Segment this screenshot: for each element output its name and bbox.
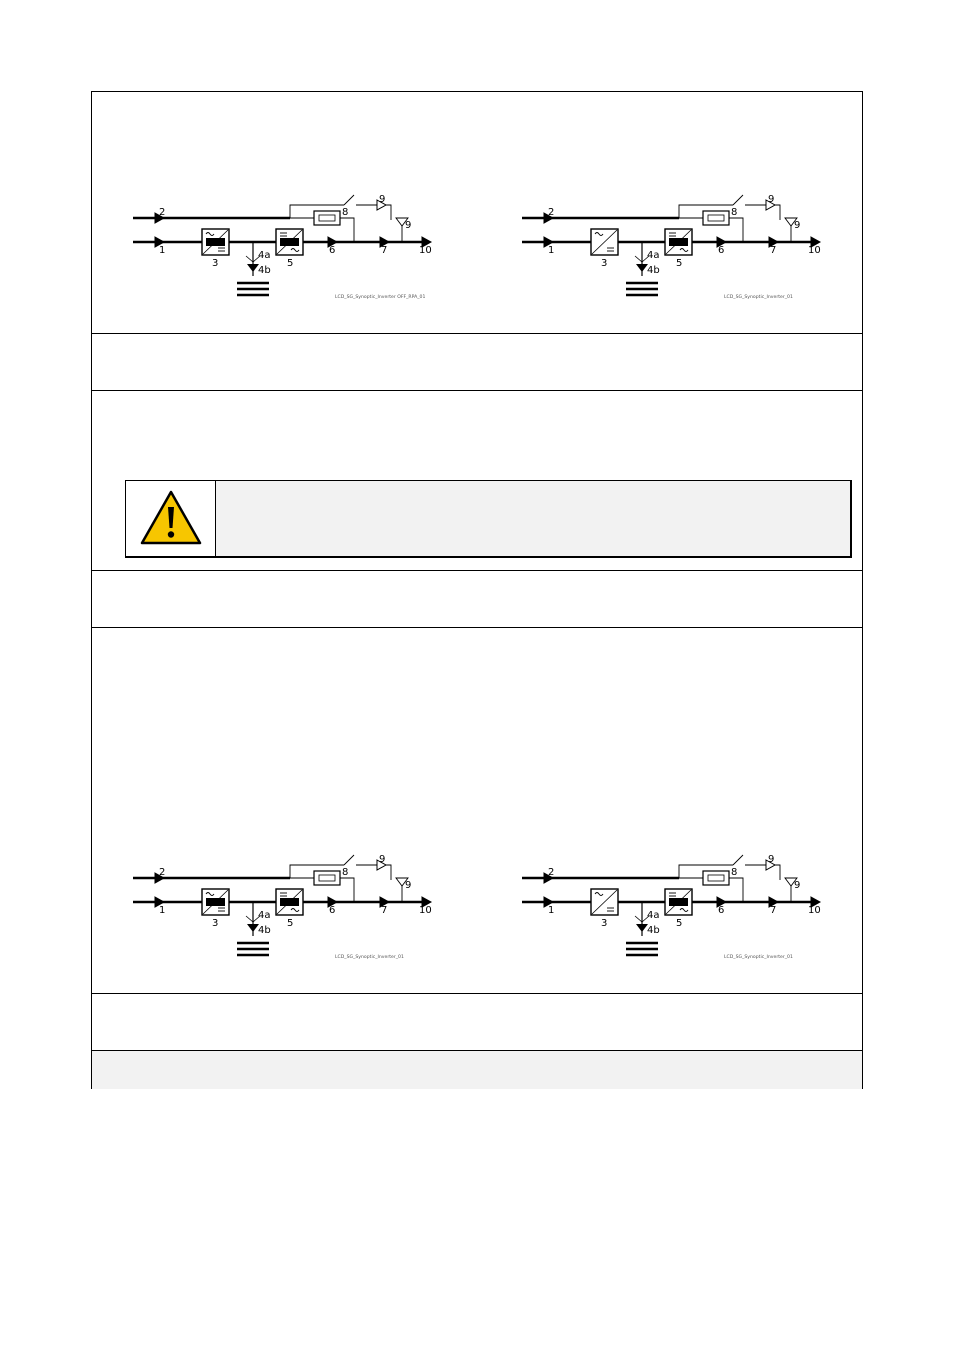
label-4b: 4b bbox=[258, 265, 271, 276]
label-4b: 4b bbox=[258, 925, 271, 936]
synoptic-svg bbox=[517, 850, 837, 960]
static-switch-inner bbox=[708, 875, 724, 881]
synoptic-diagram-4 bbox=[517, 850, 837, 960]
label-2: 2 bbox=[548, 207, 555, 218]
label-5: 5 bbox=[676, 258, 683, 269]
static-switch-wire-out bbox=[729, 218, 743, 242]
label-3: 3 bbox=[601, 918, 608, 929]
label-4b: 4b bbox=[647, 265, 660, 276]
row-divider bbox=[92, 570, 862, 571]
inverter-block bbox=[276, 889, 303, 915]
rectifier-block bbox=[591, 229, 618, 255]
synoptic-svg bbox=[128, 850, 448, 960]
inverter-block bbox=[665, 889, 692, 915]
label-9-lower: 9 bbox=[405, 220, 412, 231]
static-switch-wire-out bbox=[729, 878, 743, 902]
shaded-footer-row bbox=[92, 1051, 862, 1089]
static-switch-wire-out bbox=[340, 878, 354, 902]
label-6: 6 bbox=[329, 905, 336, 916]
label-1: 1 bbox=[548, 905, 555, 916]
warning-box bbox=[125, 480, 852, 558]
inverter-active-bar bbox=[669, 238, 688, 246]
label-8: 8 bbox=[731, 207, 738, 218]
label-7: 7 bbox=[381, 245, 388, 256]
rectifier-block bbox=[202, 229, 229, 255]
label-5: 5 bbox=[287, 918, 294, 929]
synoptic-diagram-3 bbox=[128, 850, 448, 960]
inverter-block bbox=[665, 229, 692, 255]
warning-icon-cell bbox=[126, 481, 216, 556]
label-9-lower: 9 bbox=[405, 880, 412, 891]
bypass-switch bbox=[344, 195, 354, 205]
label-9-lower: 9 bbox=[794, 880, 801, 891]
row-divider bbox=[92, 333, 862, 334]
maintenance-wire bbox=[356, 205, 391, 220]
static-switch-inner bbox=[708, 215, 724, 221]
row-divider bbox=[92, 627, 862, 628]
row-divider bbox=[92, 993, 862, 994]
maintenance-wire bbox=[356, 865, 391, 880]
label-3: 3 bbox=[212, 918, 219, 929]
inverter-active-bar bbox=[280, 238, 299, 246]
maintenance-wire bbox=[745, 865, 780, 880]
label-7: 7 bbox=[770, 245, 777, 256]
label-10: 10 bbox=[808, 245, 821, 256]
label-7: 7 bbox=[381, 905, 388, 916]
synoptic-diagram-2 bbox=[517, 190, 837, 300]
label-2: 2 bbox=[548, 867, 555, 878]
label-8: 8 bbox=[731, 867, 738, 878]
synoptic-svg bbox=[517, 190, 837, 300]
static-switch-wire-out bbox=[340, 218, 354, 242]
label-10: 10 bbox=[419, 905, 432, 916]
label-1: 1 bbox=[159, 245, 166, 256]
label-2: 2 bbox=[159, 867, 166, 878]
diagram-reference: LCD_SG_Synoptic_Inverter_01 bbox=[724, 295, 793, 300]
label-8: 8 bbox=[342, 207, 349, 218]
label-6: 6 bbox=[329, 245, 336, 256]
label-1: 1 bbox=[159, 905, 166, 916]
label-9-upper: 9 bbox=[379, 854, 386, 865]
label-7: 7 bbox=[770, 905, 777, 916]
bypass-switch bbox=[733, 855, 743, 865]
label-3: 3 bbox=[212, 258, 219, 269]
label-8: 8 bbox=[342, 867, 349, 878]
label-9-upper: 9 bbox=[768, 194, 775, 205]
label-6: 6 bbox=[718, 245, 725, 256]
maintenance-wire bbox=[745, 205, 780, 220]
label-6: 6 bbox=[718, 905, 725, 916]
inverter-active-bar bbox=[280, 898, 299, 906]
label-4a: 4a bbox=[647, 250, 660, 261]
diagram-reference: LCD_SG_Synoptic_Inverter_01 bbox=[724, 955, 793, 960]
label-9-upper: 9 bbox=[379, 194, 386, 205]
label-9-lower: 9 bbox=[794, 220, 801, 231]
row-divider bbox=[92, 390, 862, 391]
label-2: 2 bbox=[159, 207, 166, 218]
synoptic-svg bbox=[128, 190, 448, 300]
label-10: 10 bbox=[808, 905, 821, 916]
bypass-switch bbox=[733, 195, 743, 205]
static-switch-inner bbox=[319, 875, 335, 881]
rectifier-block bbox=[202, 889, 229, 915]
static-switch-inner bbox=[319, 215, 335, 221]
synoptic-diagram-1 bbox=[128, 190, 448, 300]
warning-text-cell bbox=[216, 481, 850, 556]
rectifier-active-bar bbox=[206, 898, 225, 906]
diagram-reference: LCD_SG_Synoptic_Inverter OFF_RPA_01 bbox=[335, 295, 426, 300]
rectifier-active-bar bbox=[206, 238, 225, 246]
inverter-active-bar bbox=[669, 898, 688, 906]
inverter-block bbox=[276, 229, 303, 255]
label-5: 5 bbox=[287, 258, 294, 269]
label-4a: 4a bbox=[647, 910, 660, 921]
rectifier-block bbox=[591, 889, 618, 915]
label-5: 5 bbox=[676, 918, 683, 929]
label-4a: 4a bbox=[258, 910, 271, 921]
bypass-switch bbox=[344, 855, 354, 865]
label-4a: 4a bbox=[258, 250, 271, 261]
diagram-reference: LCD_SG_Synoptic_Inverter_01 bbox=[335, 955, 404, 960]
label-10: 10 bbox=[419, 245, 432, 256]
label-3: 3 bbox=[601, 258, 608, 269]
warning-triangle-icon bbox=[126, 481, 216, 557]
label-1: 1 bbox=[548, 245, 555, 256]
label-9-upper: 9 bbox=[768, 854, 775, 865]
label-4b: 4b bbox=[647, 925, 660, 936]
